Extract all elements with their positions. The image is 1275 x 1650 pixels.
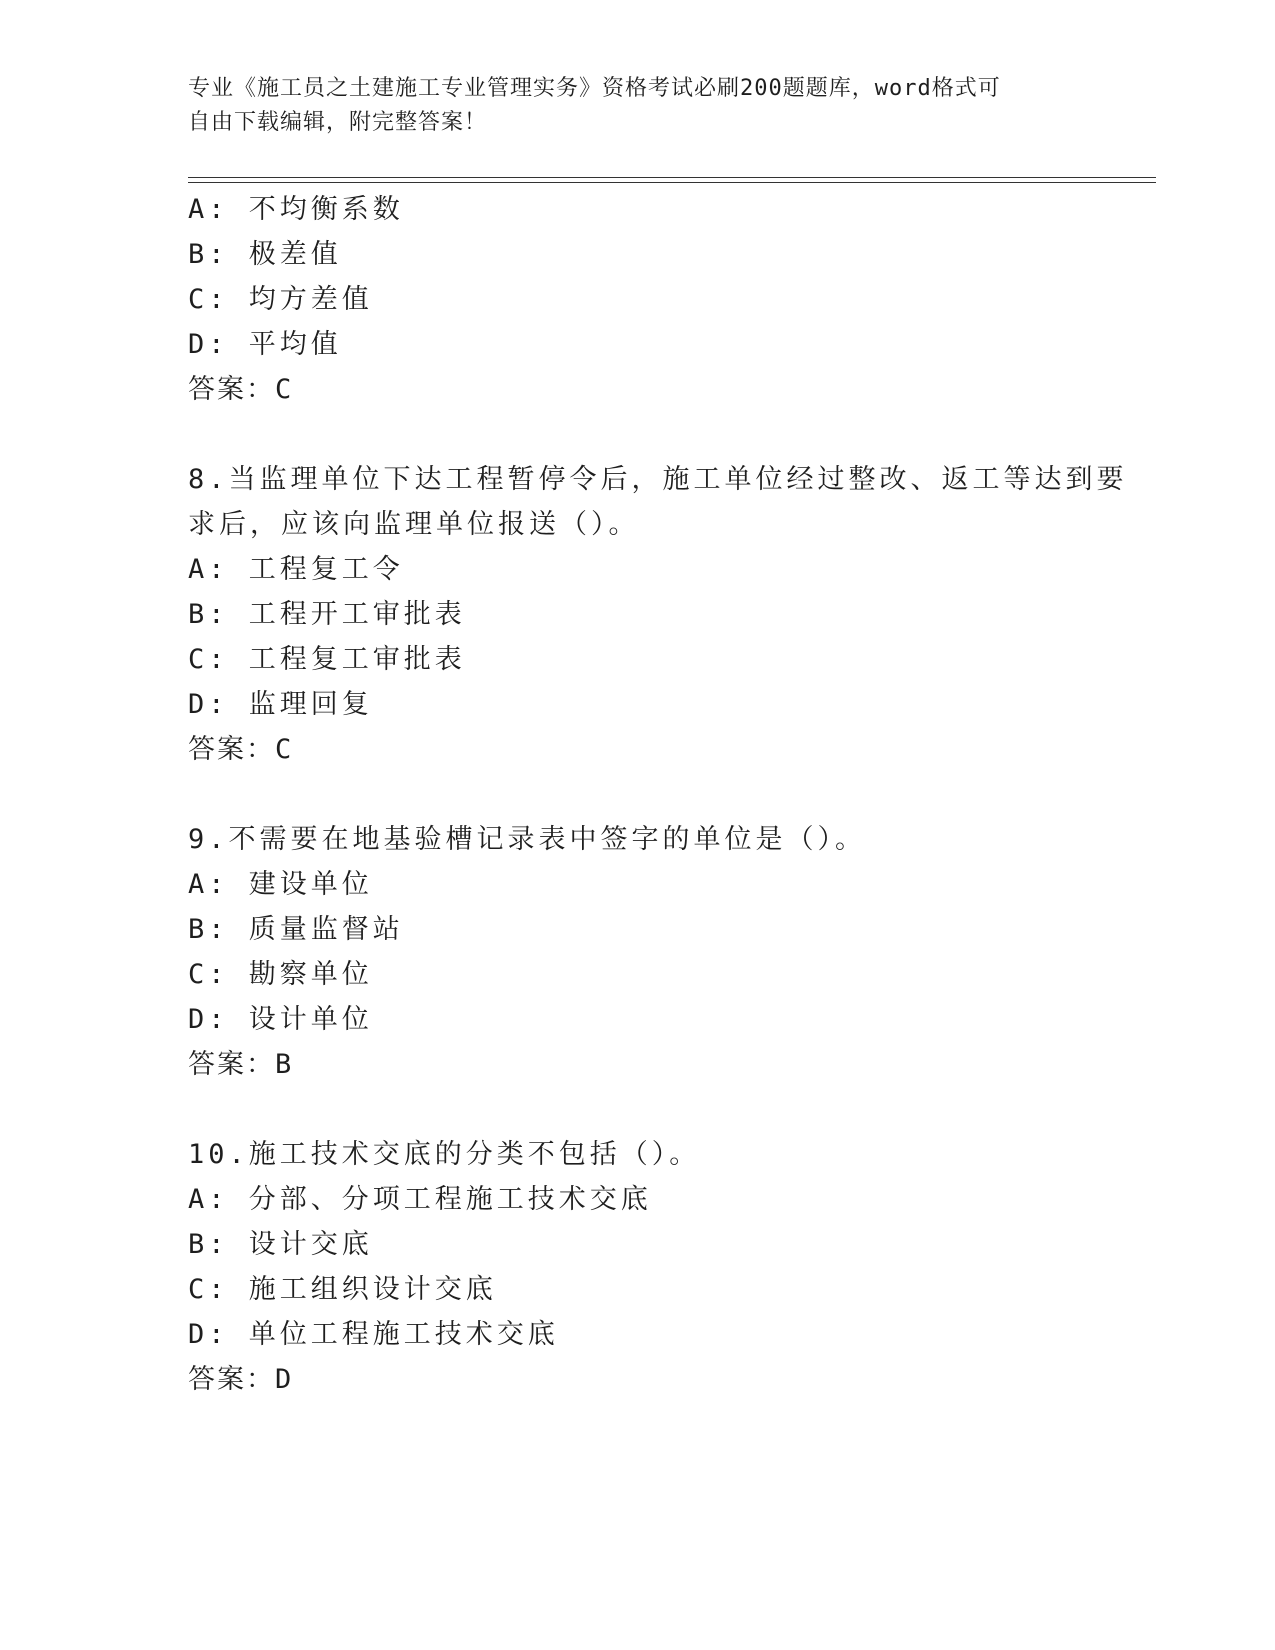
header-line-2: 自由下载编辑，附完整答案！: [188, 110, 488, 135]
q9-option-c: C: 勘察单位: [188, 959, 373, 990]
q10-option-c: C: 施工组织设计交底: [188, 1274, 497, 1305]
q8-stem-line-1: 8.当监理单位下达工程暂停令后，施工单位经过整改、返工等达到要: [188, 464, 1128, 495]
q8-answer: 答案：C: [188, 734, 294, 765]
q10-stem: 10.施工技术交底的分类不包括（）。: [188, 1139, 701, 1170]
q8-option-b: B: 工程开工审批表: [188, 599, 466, 630]
q9-stem: 9.不需要在地基验槽记录表中签字的单位是（）。: [188, 824, 867, 855]
q10-option-d: D: 单位工程施工技术交底: [188, 1319, 559, 1350]
q8-option-c: C: 工程复工审批表: [188, 644, 466, 675]
q8-stem-line-2: 求后，应该向监理单位报送（）。: [188, 509, 640, 540]
document-header: [188, 72, 1068, 140]
q8-option-a: A: 工程复工令: [188, 554, 404, 585]
header-line-1: 专业《施工员之土建施工专业管理实务》资格考试必刷200题题库，word格式可: [188, 76, 1001, 101]
q7-option-b: B: 极差值: [188, 239, 342, 270]
header-divider-bottom: [188, 182, 1156, 183]
q8-option-d: D: 监理回复: [188, 689, 373, 720]
q7-option-c: C: 均方差值: [188, 284, 373, 315]
q7-answer: 答案：C: [188, 374, 294, 405]
q9-option-d: D: 设计单位: [188, 1004, 373, 1035]
q9-option-b: B: 质量监督站: [188, 914, 404, 945]
header-divider-top: [188, 177, 1156, 178]
q9-answer: 答案：B: [188, 1049, 294, 1080]
q10-option-b: B: 设计交底: [188, 1229, 373, 1260]
q10-option-a: A: 分部、分项工程施工技术交底: [188, 1184, 652, 1215]
q10-answer: 答案：D: [188, 1364, 294, 1395]
q7-option-a: A: 不均衡系数: [188, 194, 404, 225]
q7-option-d: D: 平均值: [188, 329, 342, 360]
q9-option-a: A: 建设单位: [188, 869, 373, 900]
